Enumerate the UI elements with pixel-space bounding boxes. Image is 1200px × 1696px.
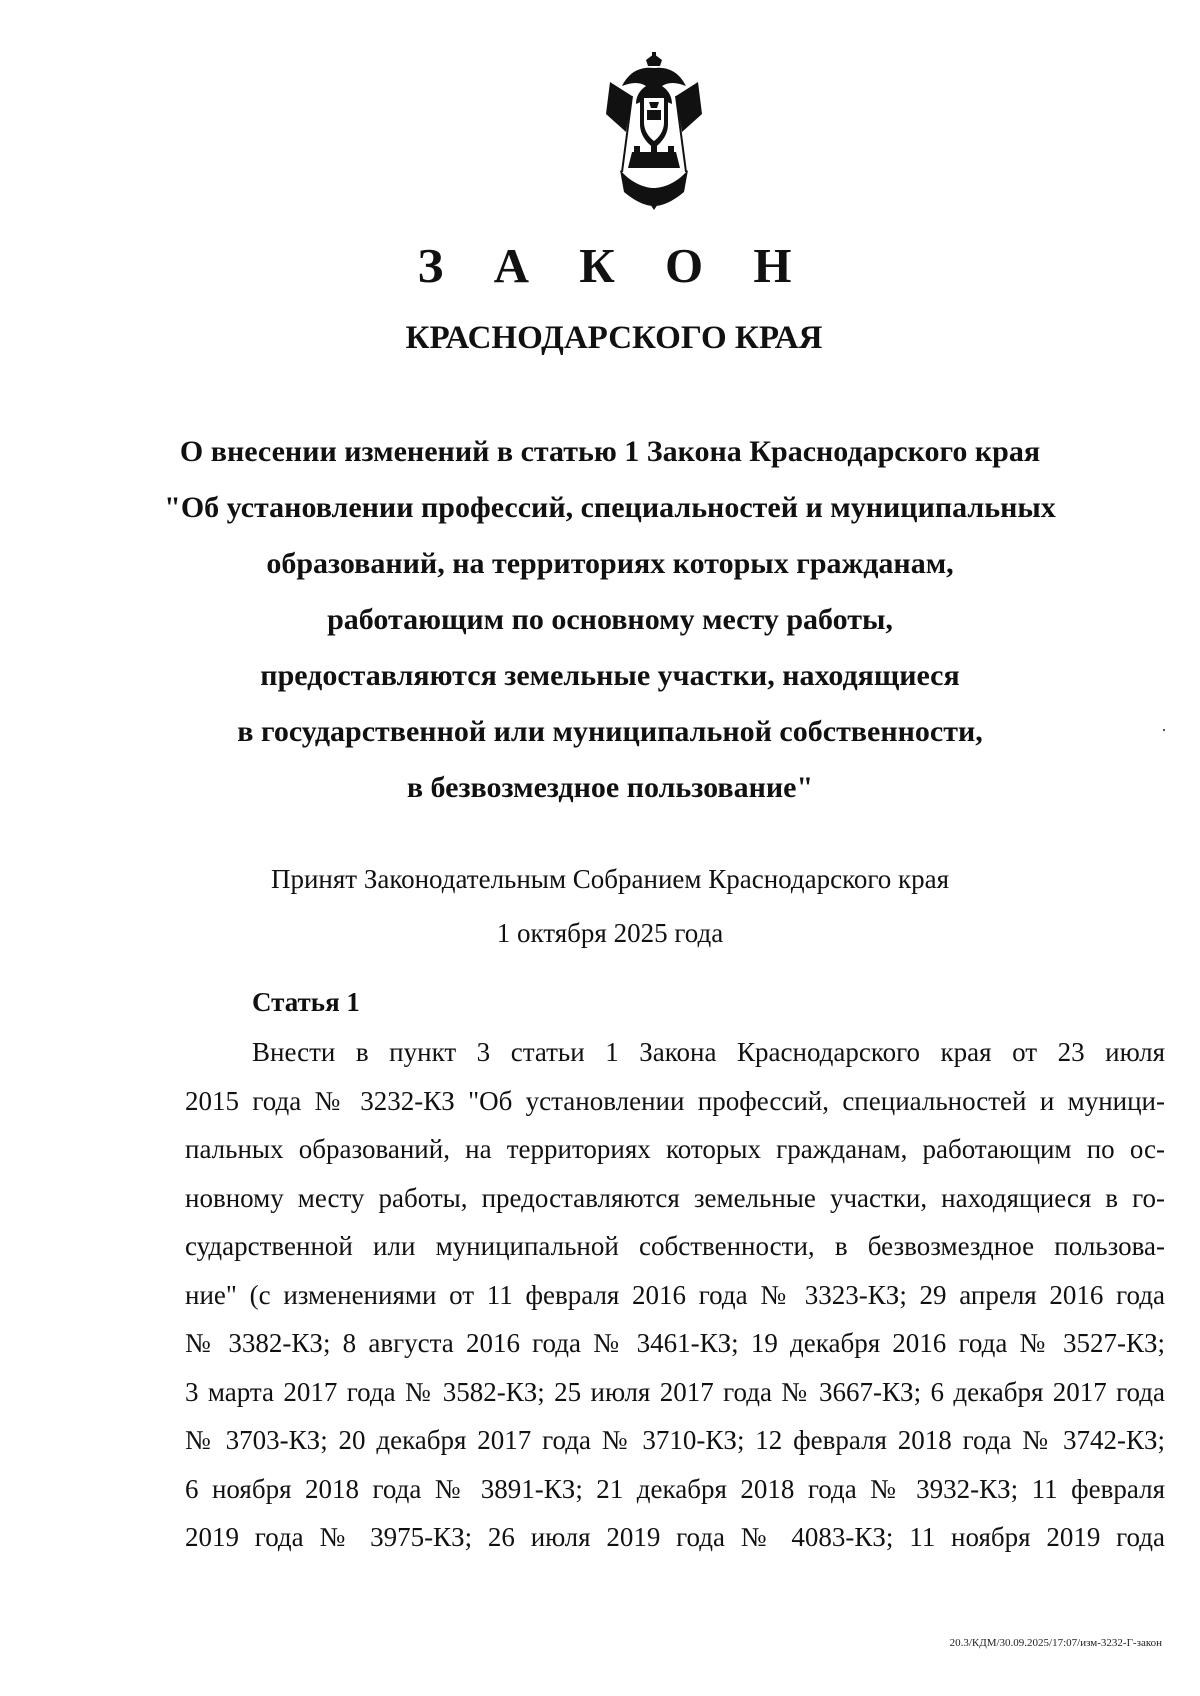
scan-speck: [1163, 729, 1165, 731]
heading-line: "Об установлении профессий, специальностей и муниципальных: [164, 491, 1056, 524]
heading-line: образований, на территориях которых гражданам,: [266, 547, 954, 580]
heading-line: О внесении изменений в статью 1 Закона Краснодарского края: [179, 435, 1041, 468]
coat-of-arms-icon: [602, 52, 706, 212]
article-line: сударственной или муниципальной собственности, в безвозмездное пользова-: [185, 1231, 1165, 1261]
law-title: З А К О Н: [417, 238, 811, 293]
article-line: 6 ноября 2018 года № 3891-КЗ; 21 декабря 2018 года № 3932-КЗ; 11 февраля: [185, 1473, 1165, 1504]
article-heading: Статья 1: [252, 987, 360, 1017]
heading-line: работающим по основному месту работы,: [327, 603, 893, 636]
heading-line: предоставляются земельные участки, находящиеся: [260, 659, 960, 692]
article-line: Внести в пункт 3 статьи 1 Закона Краснодарского края от 23 июля: [252, 1037, 1165, 1067]
article-line: 3 марта 2017 года № 3582-КЗ; 25 июля 2017 года № 3667-КЗ; 6 декабря 2017 года: [185, 1376, 1165, 1407]
article-body: [185, 1028, 1165, 1562]
adoption-note: [150, 852, 1070, 960]
article-line: 2019 года № 3975-КЗ; 26 июля 2019 года № 4083-КЗ; 11 ноября 2019 года: [185, 1522, 1165, 1552]
region-title: КРАСНОДАРСКОГО КРАЯ: [405, 320, 823, 356]
document-code: 20.3/КДМ/30.09.2025/17:07/изм-3232-Г-закон: [949, 1637, 1162, 1649]
article-line: 2015 года № 3232-КЗ "Об установлении профессий, специальностей и муници-: [185, 1085, 1165, 1116]
heading-line: в государственной или муниципальной собственности,: [237, 715, 983, 748]
adoption-date: 1 октября 2025 года: [496, 918, 724, 948]
heading-line: в безвозмездное пользование": [406, 771, 814, 804]
article-line: новному месту работы, предоставляются земельные участки, находящиеся в го-: [185, 1182, 1165, 1213]
adoption-body: Принят Законодательным Собранием Краснодарского края: [270, 864, 950, 894]
article-line: № 3703-КЗ; 20 декабря 2017 года № 3710-КЗ; 12 февраля 2018 года № 3742-КЗ;: [185, 1425, 1165, 1455]
article-line: № 3382-КЗ; 8 августа 2016 года № 3461-КЗ; 19 декабря 2016 года № 3527-КЗ;: [185, 1328, 1165, 1358]
document-heading: [150, 424, 1070, 816]
article-line: пальных образований, на территориях которых гражданам, работающим по ос-: [185, 1134, 1165, 1164]
article-line: ние" (с изменениями от 11 февраля 2016 года № 3323-КЗ; 29 апреля 2016 года: [185, 1279, 1165, 1310]
